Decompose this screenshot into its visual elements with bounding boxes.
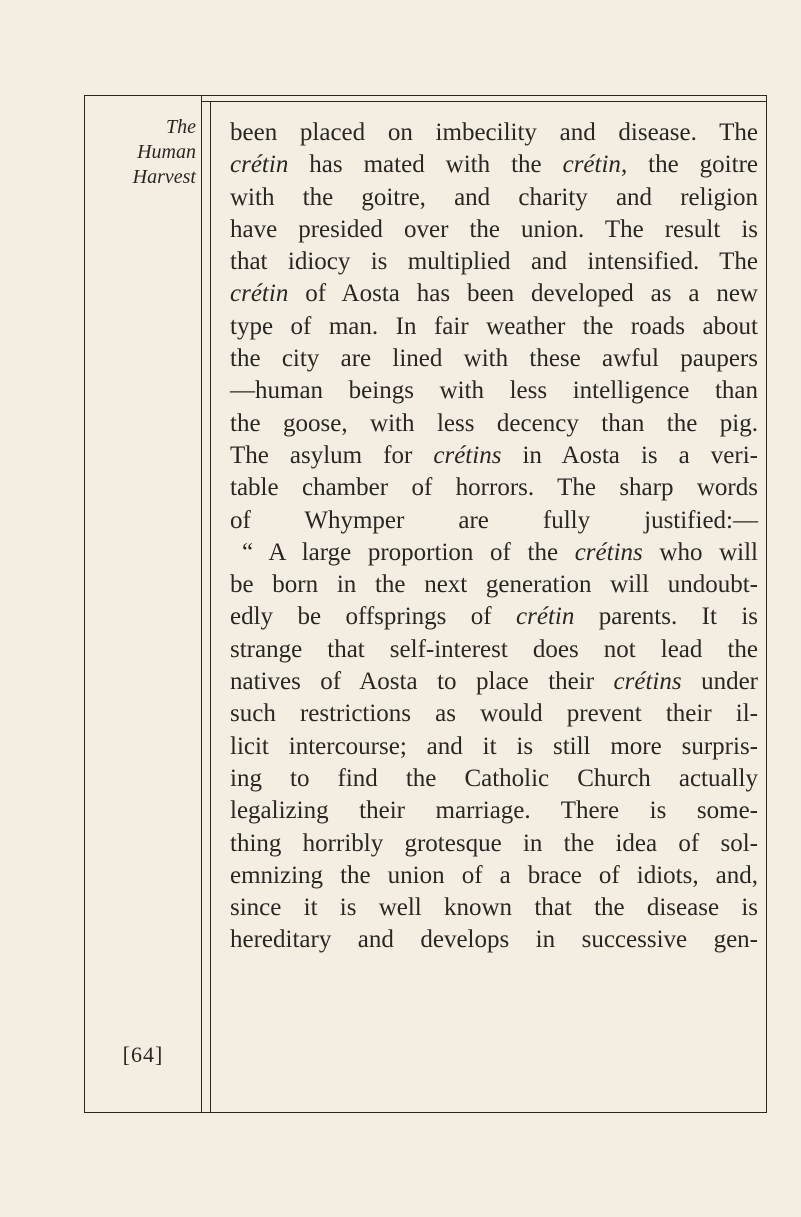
running-head-line: Human <box>137 141 196 163</box>
text-line: crétin of Aosta has been developed as a new <box>230 280 758 308</box>
text-line: edly be offsprings of crétin parents. It is <box>230 603 758 631</box>
text-line: “ A large proportion of the crétins who will <box>242 538 758 566</box>
text-line: of Whymper are fully justified:— <box>230 506 758 534</box>
text-line: The asylum for crétins in Aosta is a veri- <box>230 441 759 469</box>
text-line: licit intercourse; and it is still more surpris- <box>230 732 758 760</box>
text-line: that idiocy is multiplied and intensified. The <box>230 248 758 276</box>
page-frame <box>84 95 767 1113</box>
text-line: thing horribly grotesque in the idea of sol- <box>230 829 758 857</box>
text-line: type of man. In fair weather the roads about <box>230 312 758 340</box>
margin-column <box>84 95 202 1113</box>
text-line: the goose, with less decency than the pig. <box>230 409 758 437</box>
text-line: strange that self-interest does not lead the <box>230 635 758 663</box>
text-line: emnizing the union of a brace of idiots, and, <box>230 861 758 889</box>
running-head <box>88 115 196 190</box>
text-line: such restrictions as would prevent their il- <box>230 700 758 728</box>
running-head-line: Harvest <box>132 166 196 188</box>
text-line: table chamber of horrors. The sharp words <box>230 474 758 502</box>
text-line: since it is well known that the disease is <box>230 894 758 922</box>
text-line: legalizing their marriage. There is some- <box>230 797 758 825</box>
running-head-line: The <box>166 116 196 138</box>
inner-left-rule <box>210 101 211 1113</box>
text-line: ing to find the Catholic Church actually <box>230 764 758 792</box>
text-line: crétin has mated with the crétin, the goitre <box>230 151 758 179</box>
text-line: the city are lined with these awful paupers <box>230 345 758 373</box>
page-number: [64] <box>122 1042 164 1067</box>
inner-top-rule <box>202 101 767 102</box>
text-line: have presided over the union. The result is <box>230 215 758 243</box>
text-line: —human beings with less intelligence than <box>230 377 758 405</box>
text-line: natives of Aosta to place their crétins under <box>230 668 759 696</box>
body-text <box>230 117 758 957</box>
text-line: be born in the next generation will undoubt- <box>230 571 758 599</box>
text-line: been placed on imbecility and disease. The <box>230 119 758 146</box>
text-line: with the goitre, and charity and religion <box>230 183 758 211</box>
text-line: hereditary and develops in successive gen- <box>230 926 758 954</box>
